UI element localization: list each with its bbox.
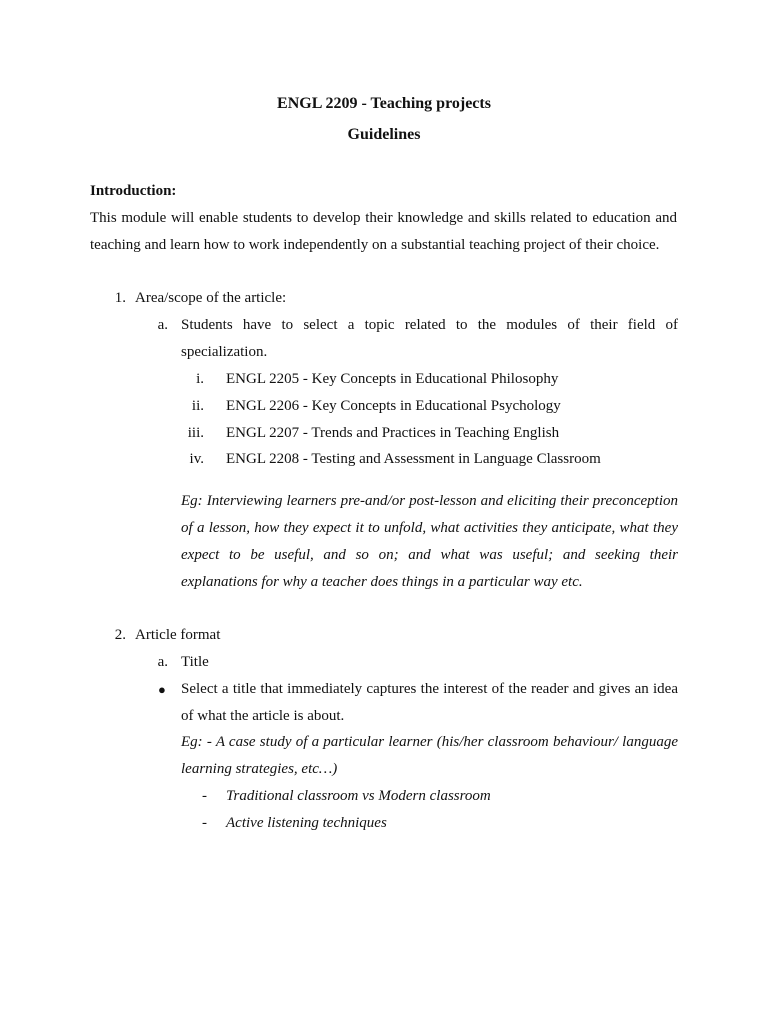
dash-item-2-marker: - bbox=[202, 815, 207, 831]
section1-item-a-marker: a. bbox=[157, 317, 168, 333]
section2-example: Eg: - A case study of a particular learner (his/her classroom behaviour/ language learning strategies, etc…) bbox=[181, 734, 678, 777]
bullet-marker: ● bbox=[158, 682, 166, 697]
introduction-body: This module will enable students to develop their knowledge and skills related to education and teaching and learn how to work independently on a substantial teaching project of their choice. bbox=[90, 210, 677, 253]
module-3-marker: iii. bbox=[187, 425, 204, 441]
module-2-text: ENGL 2206 - Key Concepts in Educational Psychology bbox=[226, 398, 561, 414]
dash-item-2-text: Active listening techniques bbox=[226, 815, 387, 831]
dash-item-1-marker: - bbox=[202, 788, 207, 804]
section1-item-a-text: Students have to select a topic related to the modules of their field of specialization. bbox=[181, 317, 678, 360]
document-subtitle: Guidelines bbox=[347, 126, 421, 143]
section2-item-a-marker: a. bbox=[157, 654, 168, 670]
section2-bullet-text: Select a title that immediately captures the interest of the reader and gives an idea of what the article is about. bbox=[181, 681, 678, 724]
module-4-text: ENGL 2208 - Testing and Assessment in Language Classroom bbox=[226, 451, 601, 467]
dash-item-1-text: Traditional classroom vs Modern classroom bbox=[226, 788, 491, 804]
document-title: ENGL 2209 - Teaching projects bbox=[277, 95, 491, 112]
introduction-heading: Introduction: bbox=[90, 183, 177, 199]
module-1-text: ENGL 2205 - Key Concepts in Educational Philosophy bbox=[226, 371, 559, 387]
section1-heading: Area/scope of the article: bbox=[135, 290, 287, 306]
module-4-marker: iv. bbox=[189, 451, 204, 467]
section2-item-a-text: Title bbox=[181, 654, 209, 670]
section2-heading: Article format bbox=[135, 627, 221, 643]
section1-number: 1. bbox=[114, 290, 126, 306]
module-2-marker: ii. bbox=[191, 398, 204, 414]
section2-number: 2. bbox=[114, 627, 126, 643]
module-3-text: ENGL 2207 - Trends and Practices in Teaching English bbox=[226, 425, 560, 441]
section1-example: Eg: Interviewing learners pre-and/or post-lesson and eliciting their preconception of a lesson, how they expect it to unfold, what activities they anticipate, what they expect to be useful, and so on; and what was useful; and seeking their explanations for why a teacher does things in a particular way etc. bbox=[181, 493, 678, 590]
module-1-marker: i. bbox=[196, 371, 204, 387]
